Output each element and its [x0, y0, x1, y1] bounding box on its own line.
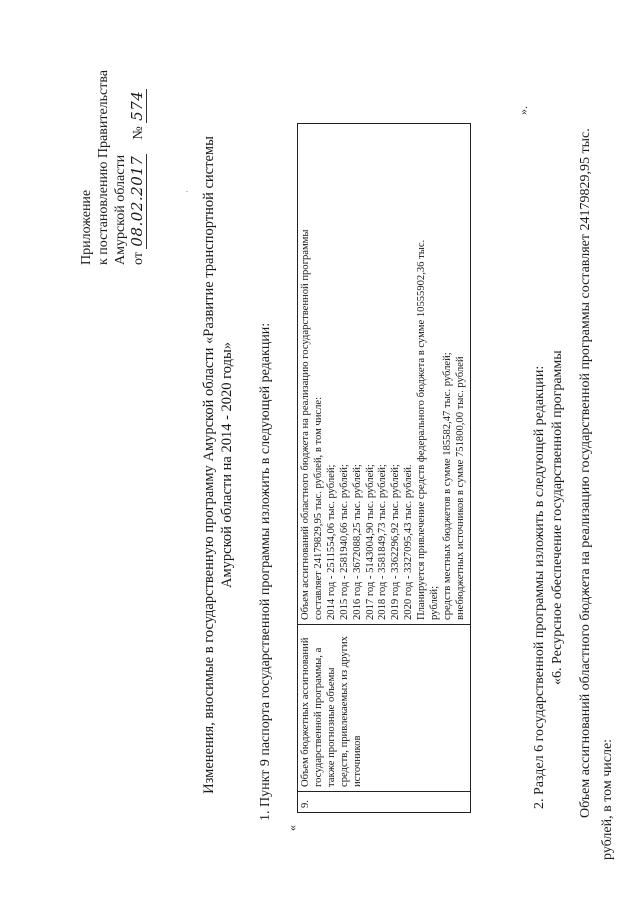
row-number: 9. [298, 792, 471, 813]
table-row [298, 124, 471, 813]
item-2-text: 2. Раздел 6 государственной программы изложить в следующей редакции: [532, 365, 547, 809]
number-label: № [131, 126, 146, 140]
date-prefix: от [131, 252, 146, 265]
opening-quote: « [285, 825, 299, 831]
appendix-region-line: Амурской области [113, 154, 128, 265]
content-line: 2020 год - 3327095,43 тыс. рублей. [403, 464, 415, 620]
content-line: Объем ассигнований областного бюджета на реализацию государственной программы [300, 229, 311, 620]
row-content [298, 124, 471, 625]
item-1-text: 1. Пункт 9 паспорта государственной программы изложить в следующей редакции: [258, 322, 273, 821]
content-line: 2016 год - 3672088,25 тыс. рублей; [351, 464, 363, 620]
content-line: 2018 год - 3581849,73 тыс. рублей; [377, 464, 389, 620]
content-line: внебюджетных источников в сумме 751800,00 тыс. рублей [454, 356, 466, 620]
content-line: 2017 год - 5143004,90 тыс. рублей; [364, 464, 376, 620]
appendix-decree-line: к постановлению Правительства [96, 69, 111, 265]
handwritten-number: 574 [128, 90, 146, 121]
appendix-date-line [129, 70, 147, 265]
handwritten-date: 08.02.2017 [128, 155, 146, 247]
content-line: Планируется привлечение средств федерального бюджета в сумме 10555902,36 тыс. [416, 239, 428, 620]
section-6-paragraph: Объем ассигнований областного бюджета на реализацию государственной программы составляет 24179829,95 тыс. [578, 128, 593, 818]
content-line: 2014 год - 2511554,06 тыс. рублей; [325, 464, 337, 620]
content-line: средств местных бюджетов в сумме 185582,47 тыс. рублей; [441, 352, 453, 620]
section-6-heading: «6. Ресурсное обеспечение государственной программы [550, 350, 565, 685]
closing-quote: ». [516, 106, 530, 115]
content-line: 2015 год - 2581940,66 тыс. рублей; [338, 464, 350, 620]
content-line: 2019 год - 3362296,92 тыс. рублей; [390, 464, 402, 620]
row-name: Объем бюджетных ассигнований государственной программы, а также прогнозные объемы средств, привлекаемых из других источников [298, 625, 471, 792]
content-line: составляет 24179829,95 тыс. рублей, в том числе: [312, 396, 324, 620]
appendix-title: Приложение [79, 189, 94, 265]
appendix-header [78, 70, 147, 265]
passport-table [297, 123, 471, 813]
section-6-paragraph-continued: рублей, в том числе: [600, 738, 615, 860]
document-title: Изменения, вносимые в государственную программу Амурской области «Развитие транспортной системы Амурской области на 2014 - 2020 годы» [201, 136, 235, 794]
content-line: рублей; [429, 585, 441, 620]
margin-mark: · [182, 190, 192, 193]
